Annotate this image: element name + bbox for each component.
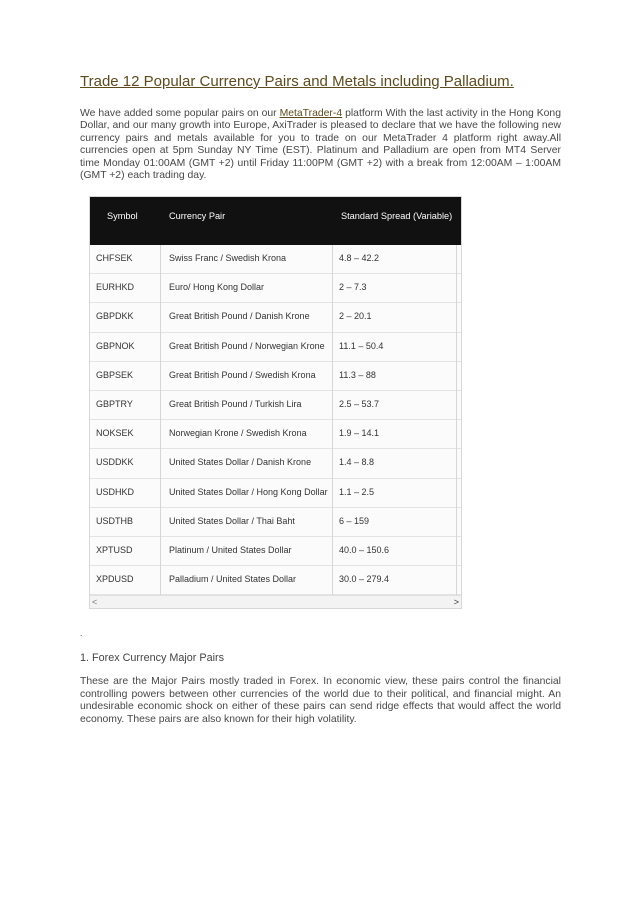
cell-currency-pair: Platinum / United States Dollar	[169, 544, 292, 555]
cell-spread: 1.9 – 14.1	[339, 428, 380, 439]
column-divider	[332, 245, 333, 596]
cell-currency-pair: United States Dollar / Hong Kong Dollar	[169, 486, 328, 497]
cell-currency-pair: Palladium / United States Dollar	[169, 574, 297, 585]
header-currency-pair: Currency Pair	[169, 211, 226, 221]
table-row	[90, 537, 461, 566]
column-divider	[160, 245, 161, 596]
cell-symbol: NOKSEK	[96, 428, 134, 439]
cell-symbol: XPDUSD	[96, 574, 134, 585]
scroll-right-icon[interactable]: >	[453, 597, 459, 607]
table-row	[90, 420, 461, 449]
cell-spread: 2.5 – 53.7	[339, 398, 380, 409]
cell-currency-pair: United States Dollar / Danish Krone	[169, 457, 312, 468]
cell-symbol: XPTUSD	[96, 544, 133, 555]
cell-spread: 1.4 – 8.8	[339, 457, 375, 468]
cell-spread: 6 – 159	[339, 515, 370, 526]
cell-symbol: GBPDKK	[96, 311, 134, 322]
table-row	[90, 333, 461, 362]
table-row	[90, 274, 461, 303]
intro-paragraph	[80, 108, 561, 182]
section-paragraph: These are the Major Pairs mostly traded in Forex. In economic view, these pairs control the financial controlling powers between other currencies of the world due to their political, and financial might. An undesirable economic shock on either of these pairs can send ridge effects that would affect the world economy. These pairs are also known for their high volatility.	[80, 676, 561, 725]
table-row	[90, 303, 461, 332]
intro-text-end: platform With the last activity in the Hong Kong Dollar, and our many growth into Europe, AxiTrader is pleased to declare that we have the following new currency pairs and metals available for you to trade on our MetaTrader 4 platform right away.All currencies open at 5pm Sunday NY Time (EST). Platinum and Palladium are open from MT4 Server time Monday 01:00AM (GMT +2) until Friday 11:00PM (GMT +2) with a break from 12:00AM – 1:00AM (GMT +2) each trading day.	[80, 108, 561, 182]
cell-currency-pair: Euro/ Hong Kong Dollar	[169, 282, 265, 293]
table-row	[90, 566, 461, 595]
table-row	[90, 362, 461, 391]
table-body	[90, 245, 461, 595]
cell-currency-pair: Great British Pound / Turkish Lira	[169, 398, 302, 409]
cell-symbol: USDHKD	[96, 486, 135, 497]
cell-spread: 2 – 20.1	[339, 311, 372, 322]
table-header	[90, 197, 461, 245]
metatrader-link[interactable]: MetaTrader-4	[279, 108, 343, 119]
intro-text-start: We have added some popular pairs on our	[80, 108, 280, 119]
separator-dot: .	[80, 628, 83, 638]
currency-pairs-table	[89, 196, 462, 609]
cell-currency-pair: Great British Pound / Norwegian Krone	[169, 340, 325, 351]
cell-symbol: GBPNOK	[96, 340, 135, 351]
cell-currency-pair: Norwegian Krone / Swedish Krona	[169, 428, 307, 439]
cell-symbol: CHFSEK	[96, 253, 133, 263]
cell-symbol: GBPSEK	[96, 369, 134, 380]
column-divider	[456, 245, 457, 596]
cell-spread: 11.3 – 88	[339, 369, 376, 380]
page-title: Trade 12 Popular Currency Pairs and Metals including Palladium.	[80, 73, 514, 90]
header-symbol: Symbol	[107, 211, 138, 221]
cell-symbol: GBPTRY	[96, 398, 133, 409]
section-heading: 1. Forex Currency Major Pairs	[80, 652, 224, 664]
cell-currency-pair: United States Dollar / Thai Baht	[169, 515, 295, 526]
cell-symbol: USDTHB	[96, 515, 134, 526]
table-row	[90, 245, 461, 274]
cell-spread: 11.1 – 50.4	[339, 340, 384, 351]
table-row	[90, 391, 461, 420]
cell-spread: 4.8 – 42.2	[339, 253, 380, 263]
cell-currency-pair: Great British Pound / Danish Krone	[169, 311, 310, 322]
cell-spread: 2 – 7.3	[339, 282, 367, 293]
cell-spread: 30.0 – 279.4	[339, 574, 390, 585]
horizontal-scrollbar[interactable]	[90, 595, 461, 608]
cell-currency-pair: Swiss Franc / Swedish Krona	[169, 253, 287, 263]
table-row	[90, 449, 461, 478]
cell-spread: 1.1 – 2.5	[339, 486, 375, 497]
scroll-left-icon[interactable]: <	[92, 597, 98, 607]
cell-symbol: EURHKD	[96, 282, 135, 293]
cell-currency-pair: Great British Pound / Swedish Krona	[169, 369, 316, 380]
table-row	[90, 508, 461, 537]
cell-spread: 40.0 – 150.6	[339, 544, 390, 555]
cell-symbol: USDDKK	[96, 457, 134, 468]
table-row	[90, 479, 461, 508]
header-standard-spread: Standard Spread (Variable)	[341, 211, 453, 221]
